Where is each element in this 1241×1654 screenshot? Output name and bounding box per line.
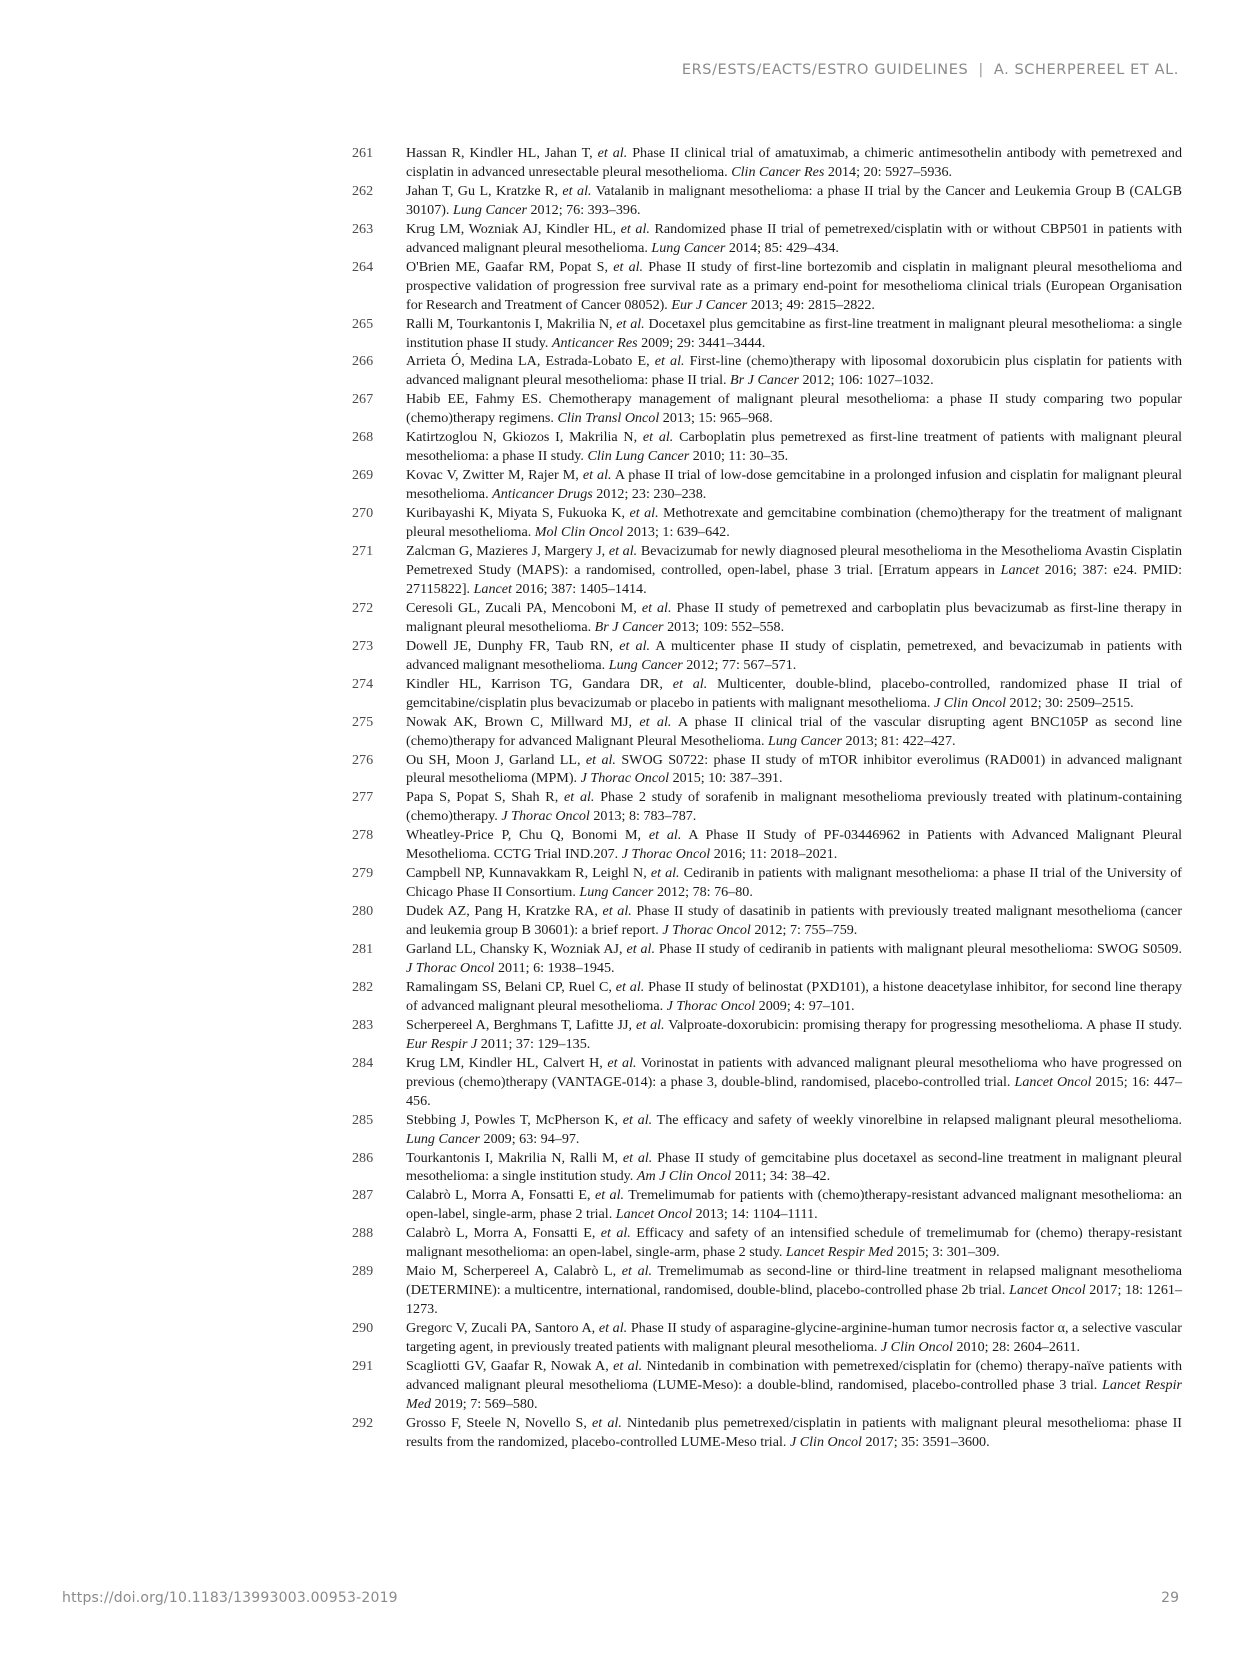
reference-journal: Lancet: [473, 580, 512, 597]
reference-authors: Garland LL, Chansky K, Wozniak AJ,: [406, 941, 627, 958]
reference-authors: Campbell NP, Kunnavakkam R, Leighl N,: [406, 865, 651, 882]
reference-item: [352, 1319, 1182, 1357]
reference-text: [406, 1320, 1182, 1355]
reference-item: [352, 144, 1182, 182]
reference-journal: Clin Transl Oncol: [557, 410, 660, 427]
reference-authors: Dowell JE, Dunphy FR, Taub RN,: [406, 637, 620, 654]
reference-item: [352, 1016, 1182, 1054]
reference-title: A phase II trial of low-dose gemcitabine in a prolonged infusion and cisplatin for malignant pleural mesothelioma.: [406, 467, 1182, 503]
reference-text: [406, 1263, 1182, 1317]
reference-text: [406, 353, 1182, 388]
reference-citation: 2011; 6: 1938–1945.: [494, 959, 615, 976]
reference-item: [352, 220, 1182, 258]
reference-text: [406, 827, 1182, 862]
reference-title: Multicenter, double-blind, placebo-controlled, randomized phase II trial of gemcitabine/cisplatin plus bevacizumab or placebo in patients with malignant mesothelioma.: [406, 675, 1183, 711]
reference-authors: Grosso F, Steele N, Novello S,: [406, 1414, 593, 1431]
reference-title: A Phase II Study of PF-03446962 in Patients with Advanced Malignant Pleural Mesothelioma. CCTG Trial IND.207.: [406, 827, 1182, 863]
reference-authors: Scherpereel A, Berghmans T, Lafitte JJ,: [406, 1016, 636, 1033]
reference-journal: Lung Cancer: [608, 656, 683, 673]
reference-citation: 2016; 11: 2018–2021.: [710, 846, 838, 863]
reference-citation: 2014; 20: 5927–5936.: [824, 163, 953, 180]
reference-text: [406, 1415, 1182, 1450]
reference-authors: Kindler HL, Karrison TG, Gandara DR,: [406, 675, 673, 692]
reference-et-al: et al.: [615, 978, 645, 995]
reference-text: [406, 676, 1182, 711]
reference-citation: 2012; 77: 567–571.: [682, 656, 797, 673]
reference-number: 274: [352, 675, 374, 692]
reference-journal: Lung Cancer: [452, 201, 527, 218]
reference-authors: Krug LM, Kindler HL, Calvert H,: [406, 1054, 608, 1071]
reference-number: 280: [352, 903, 374, 920]
reference-journal: Lung Cancer: [651, 239, 726, 256]
reference-text: [406, 600, 1182, 635]
reference-number: 290: [352, 1320, 374, 1337]
reference-number: 277: [352, 789, 374, 806]
reference-number: 288: [352, 1225, 374, 1242]
reference-title: Methotrexate and gemcitabine combination (chemo)therapy for the treatment of malignant pleural mesothelioma.: [406, 505, 1183, 541]
reference-text: [406, 1225, 1182, 1260]
reference-authors: Ramalingam SS, Belani CP, Ruel C,: [406, 978, 616, 995]
reference-title: Phase II study of pemetrexed and carboplatin plus bevacizumab as first-line therapy in malignant pleural mesothelioma.: [406, 599, 1182, 635]
reference-citation: 2012; 30: 2509–2515.: [1006, 694, 1134, 711]
reference-item: [352, 504, 1182, 542]
reference-authors: Krug LM, Wozniak AJ, Kindler HL,: [406, 220, 621, 237]
reference-journal: Lancet: [1000, 561, 1039, 578]
reference-title: Tremelimumab as second-line or third-line treatment in relapsed malignant mesothelioma (DETERMINE): a multicentre, international, randomised, double-blind, placebo-controlled phase 2b trial.: [406, 1263, 1182, 1299]
reference-text: [406, 505, 1182, 540]
reference-item: [352, 542, 1182, 599]
reference-number: 266: [352, 353, 374, 370]
reference-text: [406, 714, 1182, 749]
reference-journal: J Clin Oncol: [880, 1339, 953, 1356]
reference-authors: Stebbing J, Powles T, McPherson K,: [406, 1111, 623, 1128]
reference-et-al: et al.: [672, 675, 708, 692]
reference-citation: 2016; 387: e24. PMID: 27115822].: [406, 561, 1182, 597]
reference-number: 275: [352, 713, 374, 730]
reference-et-al: et al.: [629, 505, 659, 522]
reference-et-al: et al.: [626, 941, 655, 958]
reference-title: Phase II clinical trial of amatuximab, a chimeric antimesothelin antibody with pemetrexed and cisplatin in advanced unresectable pleural mesothelioma.: [406, 145, 1183, 180]
reference-citation: 2009; 63: 94–97.: [480, 1130, 580, 1147]
reference-number: 284: [352, 1054, 374, 1071]
reference-authors: Wheatley-Price P, Chu Q, Bonomi M,: [406, 827, 649, 844]
reference-citation: 2013; 49: 2815–2822.: [747, 296, 875, 313]
reference-citation: 2012; 7: 755–759.: [750, 922, 858, 939]
reference-et-al: et al.: [616, 315, 645, 332]
reference-title: Phase II study of belinostat (PXD101), a histone deacetylase inhibitor, for second line therapy of advanced malignant pleural mesothelioma.: [406, 978, 1182, 1014]
reference-item: [352, 902, 1182, 940]
reference-number: 264: [352, 258, 374, 275]
reference-et-al: et al.: [621, 1263, 653, 1280]
reference-citation: 2009; 4: 97–101.: [755, 997, 855, 1014]
reference-et-al: et al.: [592, 1414, 622, 1431]
reference-item: [352, 864, 1182, 902]
reference-citation: 2013; 81: 422–427.: [842, 732, 956, 749]
reference-item: [352, 1414, 1182, 1452]
reference-item: [352, 390, 1182, 428]
reference-title: Vorinostat in patients with advanced malignant pleural mesothelioma who have progressed on previous (chemo)therapy (VANTAGE-014): a phase 3, double-blind, randomised, placebo-controlled trial.: [406, 1054, 1182, 1090]
reference-citation: 2011; 34: 38–42.: [731, 1168, 831, 1185]
reference-authors: Scagliotti GV, Gaafar R, Nowak A,: [406, 1358, 614, 1374]
reference-journal: J Thorac Oncol: [501, 808, 590, 825]
reference-item: [352, 1054, 1182, 1111]
reference-authors: Kovac V, Zwitter M, Rajer M,: [406, 467, 583, 484]
reference-item: [352, 466, 1182, 504]
reference-title: Cediranib in patients with malignant mesothelioma: a phase II trial of the University of Chicago Phase II Consortium.: [406, 865, 1182, 901]
reference-journal: Anticancer Res: [551, 334, 638, 351]
reference-journal: Clin Cancer Res: [731, 163, 825, 180]
reference-title: Nintedanib plus pemetrexed/cisplatin in patients with malignant pleural mesothelioma: phase II results from the randomized, placebo-controlled LUME-Meso trial.: [406, 1414, 1182, 1450]
reference-et-al: et al.: [602, 903, 632, 920]
reference-text: [406, 941, 1182, 976]
reference-number: 285: [352, 1111, 374, 1128]
reference-title: Docetaxel plus gemcitabine as first-line treatment in malignant pleural mesothelioma: a single institution phase II study.: [406, 315, 1182, 351]
reference-title: Phase II study of dasatinib in patients with previously treated malignant mesothelioma (cancer and leukemia group B 30601): a brief report.: [406, 903, 1183, 939]
reference-title: First-line (chemo)therapy with liposomal doxorubicin plus cisplatin for patients with advanced malignant pleural mesothelioma: phase II trial.: [406, 353, 1183, 389]
reference-citation: 2012; 23: 230–238.: [592, 486, 707, 503]
reference-citation: 2013; 15: 965–968.: [659, 410, 773, 427]
reference-title: A phase II clinical trial of the vascular disrupting agent BNC105P as second line (chemo)therapy for advanced Malignant Pleural Mesothelioma.: [406, 713, 1182, 749]
page-number: 29: [1161, 1590, 1179, 1606]
reference-citation: 2017; 18: 1261–1273.: [406, 1282, 1182, 1318]
reference-journal: J Clin Oncol: [933, 694, 1007, 711]
reference-item: [352, 637, 1182, 675]
reference-item: [352, 182, 1182, 220]
reference-text: [406, 903, 1182, 938]
reference-number: 282: [352, 978, 374, 995]
reference-text: [406, 1017, 1182, 1052]
reference-title: Vatalanib in malignant mesothelioma: a phase II trial by the Cancer and Leukemia Group B (CALGB 30107).: [406, 182, 1182, 218]
reference-item: [352, 713, 1182, 751]
reference-title: Valproate-doxorubicin: promising therapy for progressing mesothelioma. A phase II study.: [664, 1016, 1182, 1033]
reference-et-al: et al.: [639, 713, 672, 730]
reference-number: 276: [352, 751, 374, 768]
reference-text: [406, 259, 1182, 313]
reference-number: 272: [352, 599, 374, 616]
reference-journal: Br J Cancer: [594, 618, 664, 635]
reference-et-al: et al.: [622, 1111, 653, 1128]
reference-journal: J Thorac Oncol: [580, 770, 670, 787]
reference-title: The efficacy and safety of weekly vinorelbine in relapsed malignant pleural mesothelioma.: [652, 1111, 1182, 1128]
reference-number: 269: [352, 467, 374, 484]
reference-et-al: et al.: [648, 827, 682, 844]
reference-et-al: et al.: [613, 1358, 643, 1374]
reference-et-al: et al.: [585, 751, 616, 768]
reference-text: [406, 979, 1182, 1014]
reference-journal: J Thorac Oncol: [662, 922, 751, 939]
reference-title: Bevacizumab for newly diagnosed pleural mesothelioma in the Mesothelioma Avastin Cisplatin Pemetrexed Study (MAPS): a randomised, controlled, open-label, phase 3 trial. [Erratum appears in: [406, 543, 1182, 578]
reference-item: [352, 1262, 1182, 1319]
reference-journal: J Thorac Oncol: [666, 997, 756, 1014]
reference-et-al: et al.: [594, 1187, 625, 1204]
reference-citation: 2013; 14: 1104–1111.: [692, 1206, 818, 1223]
reference-authors: Katirtzoglou N, Gkiozos I, Makrilia N,: [406, 429, 643, 446]
reference-et-al: et al.: [597, 145, 628, 161]
reference-number: 268: [352, 429, 374, 446]
header-separator: |: [978, 62, 984, 78]
reference-number: 263: [352, 220, 374, 237]
reference-text: [406, 467, 1182, 502]
reference-journal: Lancet Respir Med: [785, 1244, 894, 1261]
reference-number: 273: [352, 637, 374, 654]
reference-et-al: et al.: [654, 353, 685, 370]
reference-number: 292: [352, 1414, 374, 1431]
reference-et-al: et al.: [582, 467, 612, 484]
reference-citation: 2012; 106: 1027–1032.: [798, 372, 934, 389]
reference-journal: Clin Lung Cancer: [587, 448, 690, 465]
reference-text: [406, 1150, 1182, 1185]
reference-item: [352, 1111, 1182, 1149]
reference-title: Nintedanib in combination with pemetrexed/cisplatin for (chemo) therapy-naïve patients with advanced malignant pleural mesothelioma (LUME-Meso): a double-blind, randomised, placebo-controlled phase 3 trial.: [406, 1358, 1182, 1393]
reference-journal: Mol Clin Oncol: [534, 524, 624, 541]
reference-text: [406, 1187, 1182, 1222]
reference-et-al: et al.: [564, 789, 595, 806]
header-authors: A. SCHERPEREEL ET AL.: [993, 62, 1179, 78]
reference-text: [406, 543, 1182, 597]
reference-title: A multicenter phase II study of cisplatin, pemetrexed, and bevacizumab in patients with advanced malignant mesothelioma.: [406, 637, 1182, 673]
reference-journal: Lancet Respir Med: [406, 1376, 1182, 1412]
reference-text: [406, 391, 1182, 426]
reference-et-al: et al.: [650, 865, 680, 882]
reference-number: 261: [352, 145, 374, 161]
reference-authors: Papa S, Popat S, Shah R,: [406, 789, 564, 806]
reference-authors: Maio M, Scherpereel A, Calabrò L,: [406, 1263, 622, 1280]
reference-citation: 2013; 109: 552–558.: [663, 618, 785, 635]
reference-text: [406, 752, 1182, 787]
reference-authors: Gregorc V, Zucali PA, Santoro A,: [406, 1320, 599, 1337]
reference-authors: Hassan R, Kindler HL, Jahan T,: [406, 145, 598, 161]
reference-citation: 2017; 35: 3591–3600.: [861, 1433, 990, 1450]
reference-et-al: et al.: [622, 1149, 653, 1166]
reference-et-al: et al.: [598, 1320, 628, 1337]
running-header: [682, 62, 1179, 78]
reference-title: Phase II study of first-line bortezomib and cisplatin in malignant pleural mesothelioma and prospective validation of progression free survival rate as a primary end-point for mesothelioma clinical trials (European Organisation for Research and Treatment of Cancer 08052).: [406, 258, 1182, 313]
reference-text: [406, 1055, 1182, 1109]
reference-item: [352, 675, 1182, 713]
reference-text: [406, 429, 1182, 464]
reference-authors: Habib EE, Fahmy ES. Chemotherapy management of malignant pleural mesothelioma: a phase II study comparing two popular (chemo)therapy regimens.: [406, 391, 1182, 427]
reference-citation: 2015; 16: 447–456.: [406, 1073, 1182, 1109]
reference-number: 286: [352, 1149, 374, 1166]
reference-text: [406, 316, 1182, 351]
reference-number: 262: [352, 182, 374, 199]
reference-title: Phase II study of cediranib in patients with malignant pleural mesothelioma: SWOG S0509.: [655, 941, 1182, 958]
reference-journal: Lung Cancer: [768, 732, 843, 749]
reference-authors: Nowak AK, Brown C, Millward MJ,: [406, 713, 640, 730]
reference-et-al: et al.: [613, 258, 644, 275]
reference-journal: Lung Cancer: [579, 884, 654, 901]
reference-authors: Calabrò L, Morra A, Fonsatti E,: [406, 1187, 595, 1204]
reference-item: [352, 788, 1182, 826]
reference-title: Efficacy and safety of an intensified schedule of tremelimumab for (chemo) therapy-resistant malignant mesothelioma: an open-label, single-arm, phase 2 study.: [406, 1225, 1182, 1261]
reference-title: Phase 2 study of sorafenib in malignant mesothelioma previously treated with platinum-containing (chemo)therapy.: [406, 789, 1182, 825]
reference-authors: Dudek AZ, Pang H, Kratzke RA,: [406, 903, 603, 920]
reference-journal: J Thorac Oncol: [621, 846, 711, 863]
reference-text: [406, 1112, 1182, 1147]
reference-item: [352, 1357, 1182, 1414]
reference-journal: Lung Cancer: [406, 1130, 480, 1147]
reference-journal: Br J Cancer: [730, 372, 799, 389]
reference-citation: 2013; 1: 639–642.: [623, 524, 730, 541]
reference-et-al: et al.: [641, 599, 672, 616]
reference-et-al: et al.: [619, 637, 651, 654]
reference-authors: Kuribayashi K, Miyata S, Fukuoka K,: [406, 505, 630, 522]
reference-item: [352, 258, 1182, 315]
reference-item: [352, 751, 1182, 789]
reference-item: [352, 940, 1182, 978]
reference-et-al: et al.: [635, 1016, 665, 1033]
reference-text: [406, 865, 1182, 900]
reference-authors: Zalcman G, Mazieres J, Margery J,: [406, 543, 609, 560]
reference-text: [406, 638, 1182, 673]
reference-number: 265: [352, 315, 374, 332]
reference-citation: 2019; 7: 569–580.: [431, 1395, 538, 1412]
reference-title: SWOG S0722: phase II study of mTOR inhibitor everolimus (RAD001) in advanced malignant pleural mesothelioma (MPM).: [406, 751, 1182, 787]
reference-journal: Lancet Oncol: [1014, 1073, 1092, 1090]
reference-citation: 2013; 8: 783–787.: [589, 808, 697, 825]
reference-journal: Lancet Oncol: [615, 1206, 693, 1223]
reference-journal: J Thorac Oncol: [406, 959, 495, 976]
reference-citation: 2014; 85: 429–434.: [725, 239, 839, 256]
reference-item: [352, 1186, 1182, 1224]
reference-title: Randomized phase II trial of pemetrexed/cisplatin with or without CBP501 in patients with advanced malignant pleural mesothelioma.: [406, 220, 1182, 256]
reference-journal: Anticancer Drugs: [492, 486, 593, 503]
reference-authors: Ou SH, Moon J, Garland LL,: [406, 751, 586, 768]
reference-journal: Eur J Cancer: [671, 296, 748, 313]
reference-text: [406, 221, 1182, 256]
reference-journal: J Clin Oncol: [789, 1433, 862, 1450]
reference-citation: 2016; 387: 1405–1414.: [511, 580, 647, 597]
reference-et-al: et al.: [620, 220, 650, 237]
reference-title: Phase II study of asparagine-glycine-arginine-human tumor necrosis factor α, a selective vascular targeting agent, in previously treated patients with malignant pleural mesothelioma.: [406, 1320, 1182, 1356]
reference-number: 271: [352, 543, 374, 560]
doi-link[interactable]: https://doi.org/10.1183/13993003.00953-2019: [62, 1590, 398, 1606]
reference-item: [352, 826, 1182, 864]
reference-authors: Tourkantonis I, Makrilia N, Ralli M,: [406, 1149, 623, 1166]
reference-number: 289: [352, 1263, 374, 1280]
reference-item: [352, 599, 1182, 637]
reference-title: Tremelimumab for patients with (chemo)therapy-resistant advanced malignant mesothelioma: an open-label, single-arm, phase 2 trial.: [406, 1187, 1182, 1223]
reference-item: [352, 1149, 1182, 1187]
reference-list: [352, 144, 1182, 1452]
reference-citation: 2010; 28: 2604–2611.: [952, 1339, 1081, 1356]
reference-number: 283: [352, 1016, 374, 1033]
reference-et-al: et al.: [562, 182, 592, 199]
reference-title: Carboplatin plus pemetrexed as first-line treatment of patients with malignant pleural mesothelioma: a phase II study.: [406, 429, 1182, 465]
reference-authors: Ceresoli GL, Zucali PA, Mencoboni M,: [406, 599, 642, 616]
reference-item: [352, 315, 1182, 353]
reference-number: 279: [352, 865, 374, 882]
reference-authors: Jahan T, Gu L, Kratzke R,: [406, 182, 563, 199]
reference-title: Phase II study of gemcitabine plus docetaxel as second-line treatment in malignant pleural mesothelioma: a single institution study.: [406, 1149, 1183, 1185]
reference-authors: Arrieta Ó, Medina LA, Estrada-Lobato E,: [406, 353, 655, 370]
reference-authors: Calabrò L, Morra A, Fonsatti E,: [406, 1225, 601, 1242]
reference-item: [352, 978, 1182, 1016]
reference-et-al: et al.: [642, 429, 674, 446]
reference-number: 287: [352, 1187, 374, 1204]
reference-citation: 2009; 29: 3441–3444.: [637, 334, 766, 351]
reference-citation: 2015; 10: 387–391.: [669, 770, 783, 787]
reference-et-al: et al.: [600, 1225, 631, 1242]
reference-text: [406, 789, 1182, 824]
reference-citation: 2012; 76: 393–396.: [526, 201, 641, 218]
reference-journal: Lancet Oncol: [1009, 1282, 1086, 1299]
reference-journal: Eur Respir J: [406, 1035, 478, 1052]
reference-number: 270: [352, 505, 374, 522]
reference-authors: Ralli M, Tourkantonis I, Makrilia N,: [406, 315, 617, 332]
reference-citation: 2015; 3: 301–309.: [893, 1244, 1000, 1261]
journal-section: ERS/ESTS/EACTS/ESTRO GUIDELINES: [681, 62, 969, 78]
reference-journal: Am J Clin Oncol: [636, 1168, 732, 1185]
reference-authors: O'Brien ME, Gaafar RM, Popat S,: [406, 258, 614, 275]
reference-text: [406, 1358, 1182, 1412]
reference-number: 291: [352, 1358, 374, 1374]
reference-et-al: et al.: [608, 543, 638, 560]
reference-number: 278: [352, 827, 374, 844]
reference-citation: 2010; 11: 30–35.: [689, 448, 789, 465]
reference-et-al: et al.: [607, 1054, 637, 1071]
reference-citation: 2012; 78: 76–80.: [653, 884, 753, 901]
reference-item: [352, 428, 1182, 466]
reference-text: [406, 183, 1182, 218]
reference-number: 281: [352, 941, 374, 958]
reference-item: [352, 352, 1182, 390]
reference-text: [406, 145, 1182, 180]
reference-number: 267: [352, 391, 374, 408]
reference-item: [352, 1224, 1182, 1262]
reference-citation: 2011; 37: 129–135.: [477, 1035, 591, 1052]
